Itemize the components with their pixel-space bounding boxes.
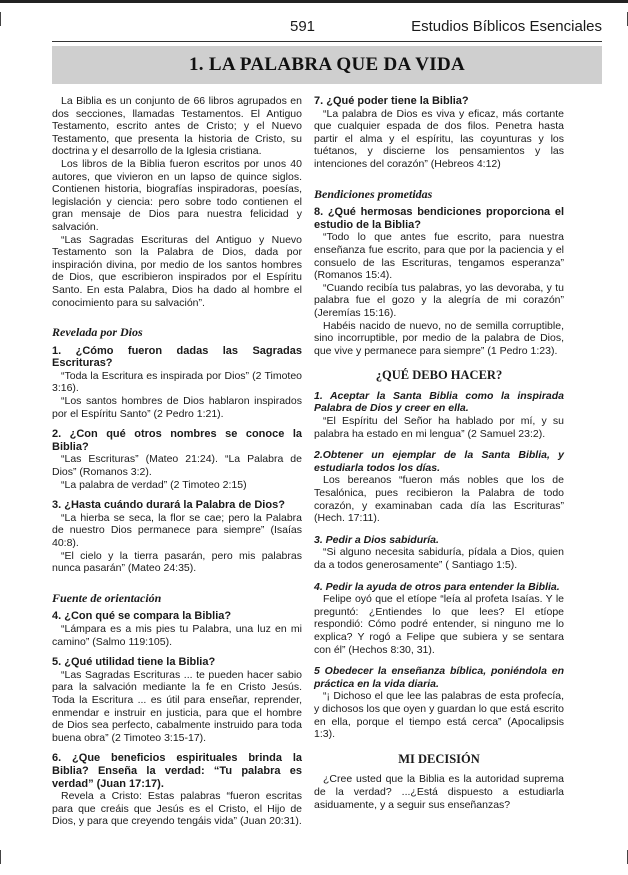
heading-que-debo-hacer: ¿QUÉ DEBO HACER? <box>375 368 503 383</box>
answer-2b: “La palabra de verdad” (2 Timoteo 2:15) <box>61 478 247 491</box>
step-2: 2.Obtener un ejemplar de la Santa Biblia, y estudiarla todos los días. <box>314 449 564 474</box>
answer-6a: Revela a Cristo: Estas palabras “fueron escritas para que creáis que Jesús es el Cristo, el Hijo de Dios, y para que creyendo tengáis vida” (Juan 20:31). <box>52 790 302 828</box>
top-border <box>0 0 628 3</box>
step-5: 5 Obedecer la enseñanza bíblica, poniéndola en práctica en la vida diaria. <box>314 665 564 690</box>
answer-8b: “Cuando recibía tus palabras, yo las devoraba, y tu palabra fue el gozo y la alegría de mi corazón” (Jeremías 15:16). <box>314 281 564 319</box>
answer-2a: “Las Escrituras” (Mateo 21:24). “La Palabra de Dios” (Romanos 3:2). <box>52 453 302 479</box>
step-4-text: Felipe oyó que el etíope “leía al profeta Isaías. Y le preguntó: ¿Entiendes lo que lees? El etíope respondió: Cómo podré entender, si ninguno me lo explica? Y rogó a Felipe que subiera y se sentara con él” (Hechos 8:30, 31). <box>314 593 564 656</box>
answer-5a: “Las Sagradas Escrituras ... te pueden hacer sabio para la salvación mediante la fe en Cristo Jesús. Toda la Escritura ... es útil para enseñar, reprender, enmendar e instruir en justicia, para que el hombre de Dios sea perfecto, cabalmente instruido para toda buena obra” (2 Timoteo 3:15-17). <box>52 668 302 744</box>
section-heading-revelada: Revelada por Dios <box>52 325 143 340</box>
answer-7a: “La palabra de Dios es viva y eficaz, más cortante que cualquier espada de dos filos. Penetra hasta partir el alma y el espíritu, las coyunturas y los tuétanos, y discierne los pensamientos y las intenciones del corazón” (Hebreos 4:12) <box>314 107 564 170</box>
crop-mark-bottom-left <box>0 850 1 864</box>
step-3-text: “Si alguno necesita sabiduría, pídala a Dios, quien da a todos generosamente” ( Santiago 1:5). <box>314 546 564 571</box>
chapter-title: 1. LA PALABRA QUE DA VIDA <box>188 54 465 75</box>
section-heading-fuente: Fuente de orientación <box>52 590 162 605</box>
right-column <box>314 95 564 811</box>
question-2: 2. ¿Con qué otros nombres se conoce la Biblia? <box>52 428 302 453</box>
page-number: 591 <box>290 18 316 35</box>
question-3: 3. ¿Hasta cuándo durará la Palabra de Dios? <box>52 499 285 512</box>
answer-1b: “Los santos hombres de Dios hablaron inspirados por el Espíritu Santo” (2 Pedro 1:21). <box>52 395 302 420</box>
section-heading-bendiciones: Bendiciones prometidas <box>314 186 433 201</box>
step-3: 3. Pedir a Dios sabiduría. <box>314 533 439 546</box>
question-6: 6. ¿Que beneficios espirituales brinda la Biblia? Enseña la verdad: “Tu palabra es verdad” (Juan 17:17). <box>52 752 302 790</box>
answer-8a: “Todo lo que antes fue escrito, para nuestra enseñanza fue escrito, para que por la paciencia y el consuelo de las Escrituras, tengamos esperanza” (Romanos 15:4). <box>314 231 564 282</box>
chapter-title-band <box>52 46 602 84</box>
decision-text: ¿Cree usted que la Biblia es la autoridad suprema de la verdad? ...¿Está dispuesto a estudiarla asiduamente, y a seguir sus enseñanzas? <box>314 773 564 811</box>
heading-mi-decision: MI DECISIÓN <box>398 751 480 766</box>
answer-8c: Habéis nacido de nuevo, no de semilla corruptible, sino incorruptible, por medio de la palabra de Dios, que vive y permanece para siempre” (1 Pedro 1:23). <box>314 319 564 357</box>
crop-mark-top-left <box>0 12 1 26</box>
intro-paragraph-3: “Las Sagradas Escrituras del Antiguo y Nuevo Testamento son la Palabra de Dios, dada por inspiración divina, por medio de los santos hombres de Dios, que escribieron inspirados por el Espíritu Santo. En esta Palabra, Dios ha dado al hombre el conocimiento para su salvación”. <box>52 233 302 309</box>
step-1-text: “El Espíritu del Señor ha hablado por mí, y su palabra ha estado en mi lengua” (2 Samuel 23:2). <box>314 415 564 440</box>
question-4: 4. ¿Con qué se compara la Biblia? <box>52 610 232 623</box>
step-2-text: Los bereanos “fueron más nobles que los de Tesalónica, pues recibieron la Palabra de todo corazón, y examinaban cada día las Escrituras” (Hech. 17:11). <box>314 474 564 525</box>
question-8: 8. ¿Qué hermosas bendiciones proporciona el estudio de la Biblia? <box>314 206 564 231</box>
answer-3a: “La hierba se seca, la flor se cae; pero la Palabra de nuestro Dios permanece para siempre” (Isaías 40:8). <box>52 511 302 549</box>
question-7: 7. ¿Qué poder tiene la Biblia? <box>314 95 469 107</box>
answer-1a: “Toda la Escritura es inspirada por Dios” (2 Timoteo 3:16). <box>52 369 302 395</box>
step-4: 4. Pedir la ayuda de otros para entender la Biblia. <box>314 580 560 593</box>
answer-3b: “El cielo y la tierra pasarán, pero mis palabras nunca pasarán” (Mateo 24:35). <box>52 549 302 575</box>
question-1: 1. ¿Cómo fueron dadas las Sagradas Escrituras? <box>52 344 302 370</box>
step-1: 1. Aceptar la Santa Biblia como la inspirada Palabra de Dios y creer en ella. <box>314 389 564 415</box>
step-5-text: “¡ Dichoso el que lee las palabras de esta profecía, y dichosos los que oyen y guardan lo que está escrito en ella, porque el tiempo está cerca” (Apocalipsis 1:3). <box>314 690 564 741</box>
intro-paragraph-2: Los libros de la Biblia fueron escritos por unos 40 autores, que vivieron en un lapso de quince siglos. Contienen historia, biografías inspiradoras, poesías, legislación y ciencia: pero sobre todo contienen el gran mensaje de Dios para nuestra felicidad y salvación. <box>52 157 302 233</box>
question-5: 5. ¿Qué utilidad tiene la Biblia? <box>52 656 216 669</box>
answer-4a: “Lámpara es a mis pies tu Palabra, una luz en mi camino” (Salmo 119:105). <box>52 622 302 648</box>
book-title: Estudios Bíblicos Esenciales <box>411 18 602 35</box>
intro-paragraph-1: La Biblia es un conjunto de 66 libros agrupados en dos secciones, llamadas Testamentos. El Antiguo Testamento, escrito antes de Cristo; y el Nuevo Testamento, que presenta la historia de Cristo, su doctrina y el desarrollo de la Iglesia cristiana. <box>52 95 302 158</box>
header-rule <box>52 41 602 42</box>
left-column <box>52 95 302 828</box>
